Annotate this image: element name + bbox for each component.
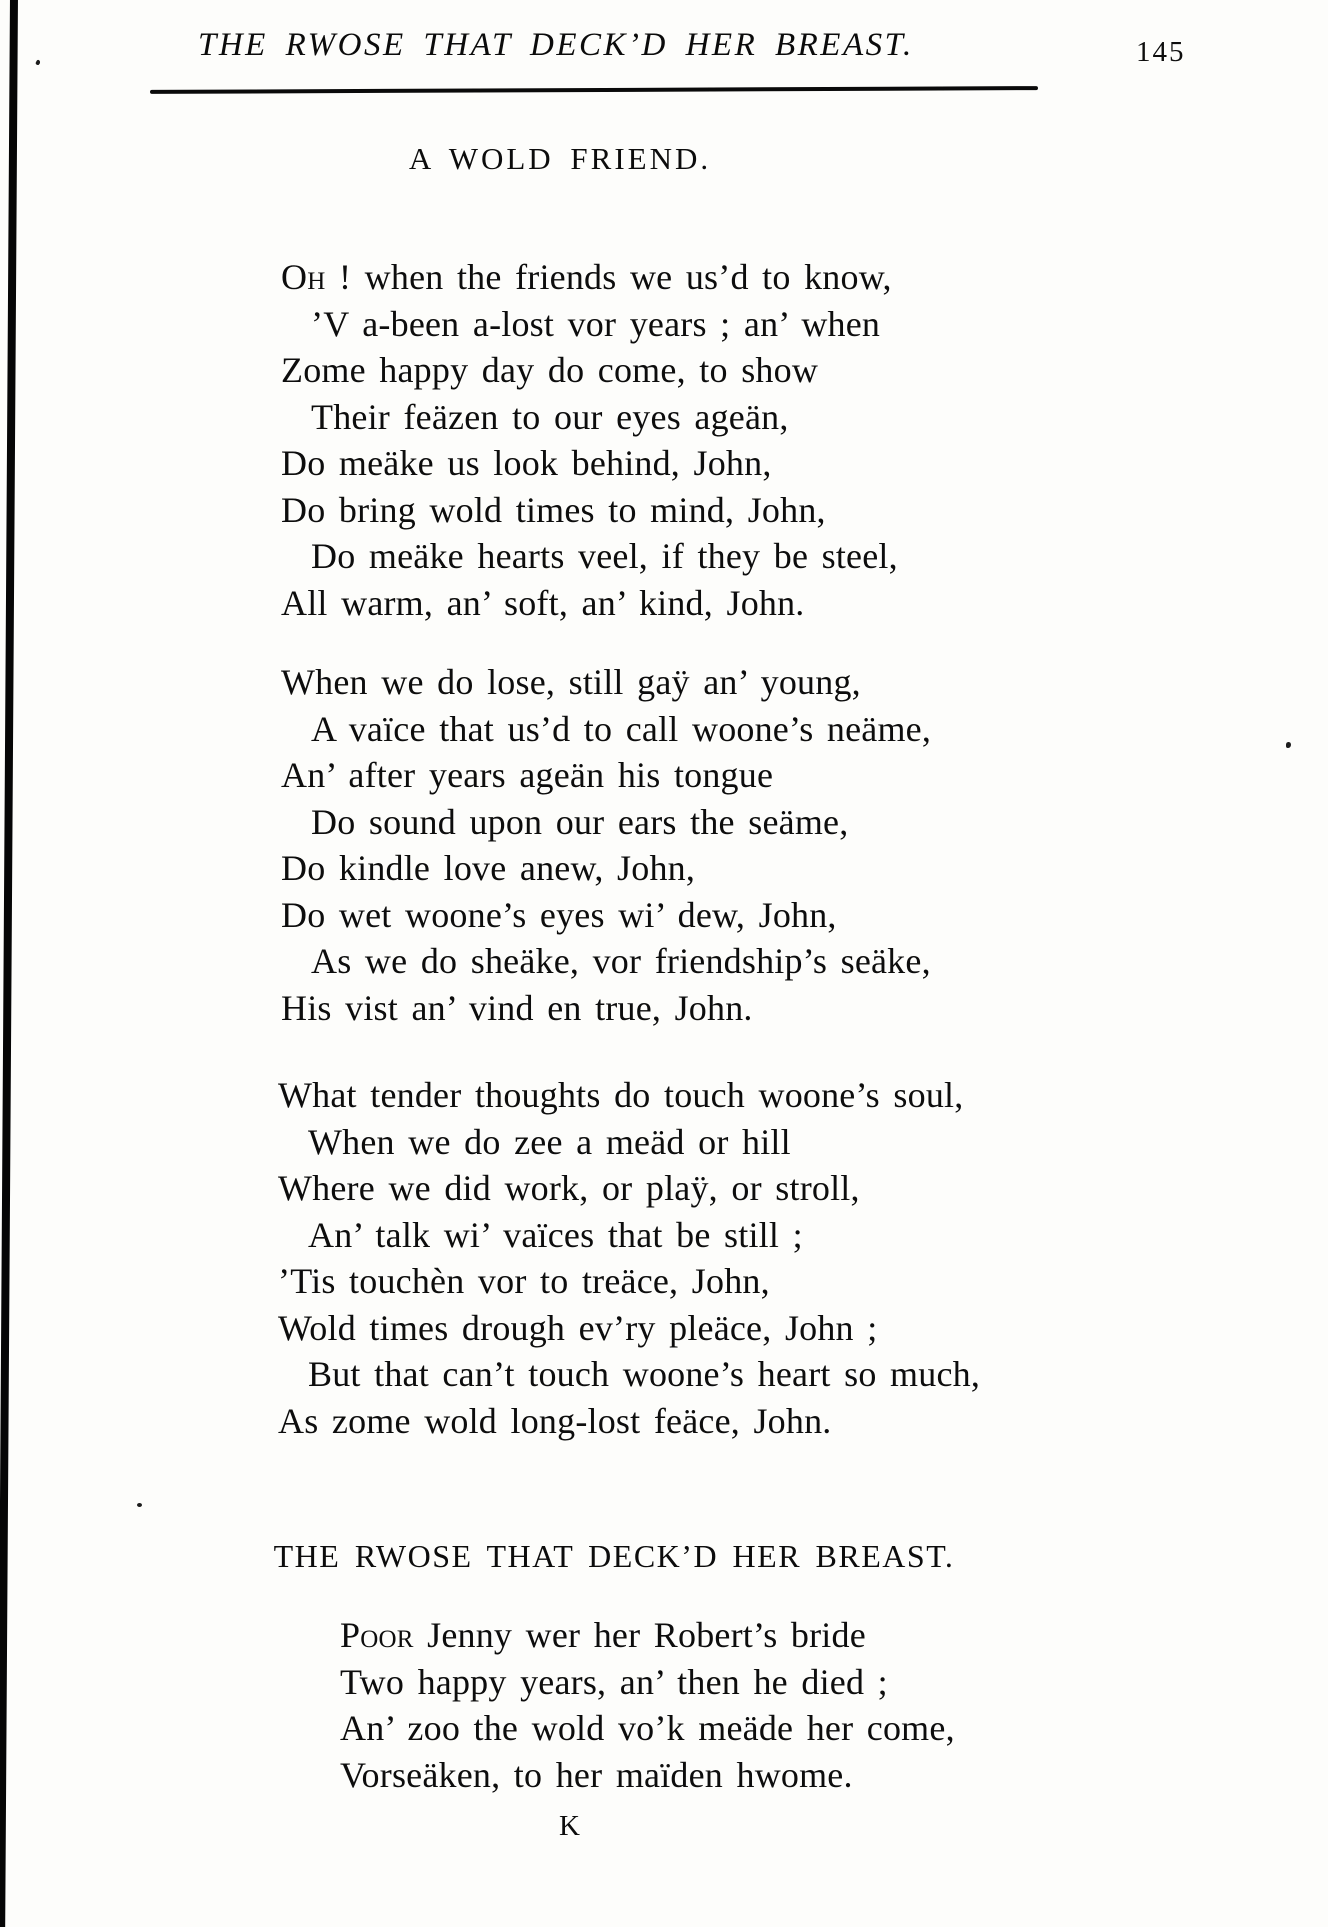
poem-line: An’ zoo the wold vo’k meäde her come, — [340, 1708, 955, 1748]
poem-line: What tender thoughts do touch woone’s soul, — [278, 1075, 964, 1115]
poem-line: Do wet woone’s eyes wi’ dew, John, — [281, 894, 837, 935]
poem-line: Do meäke us look behind, John, — [281, 443, 772, 483]
poem-title-a-wold-friend: A WOLD FRIEND. — [408, 141, 712, 176]
poem-line: ’Tis touchèn vor to treäce, John, — [278, 1261, 770, 1301]
poem-line: Where we did work, or plaÿ, or stroll, — [278, 1168, 860, 1208]
poem-line: When we do zee a meäd or hill — [308, 1121, 791, 1162]
poem-line: But that can’t touch woone’s heart so much, — [308, 1354, 981, 1394]
poem-line: Zome happy day do come, to show — [281, 350, 819, 390]
stanza-2 — [281, 659, 931, 1031]
running-title: THE RWOSE THAT DECK’D HER BREAST. — [198, 27, 914, 63]
poem-line: Wold times drough ev’ry pleäce, John ; — [278, 1307, 878, 1348]
signature-mark: K — [559, 1810, 581, 1842]
ink-speck — [35, 59, 41, 65]
poem-line: ’V a-been a-lost vor years ; an’ when — [311, 303, 881, 344]
scan-gutter-shadow — [0, 0, 18, 1927]
poem-line: All warm, an’ soft, an’ kind, John. — [281, 582, 805, 623]
smallcaps-lead: Oh — [281, 257, 326, 297]
poem-line: Vorseäken, to her maïden hwome. — [340, 1754, 853, 1795]
poem-line: An’ talk wi’ vaïces that be still ; — [308, 1214, 803, 1255]
poem-line: Do meäke hearts veel, if they be steel, — [311, 536, 898, 576]
poem-line: Do sound upon our ears the seäme, — [311, 801, 849, 842]
poem-line: A vaïce that us’d to call woone’s neäme, — [311, 708, 932, 749]
poem-line: Do kindle love anew, John, — [281, 848, 696, 888]
ink-speck — [137, 1503, 142, 1507]
page-number: 145 — [1136, 36, 1186, 68]
ink-speck — [1286, 742, 1291, 748]
header-rule — [150, 86, 1038, 94]
poem-line: Their feäzen to our eyes ageän, — [311, 396, 789, 437]
poem-line: As zome wold long-lost feäce, John. — [278, 1400, 832, 1441]
smallcaps-lead: Poor — [340, 1615, 414, 1655]
line-text: Jenny wer her Robert’s bride — [413, 1615, 866, 1655]
stanza-4 — [340, 1612, 955, 1798]
stanza-1 — [281, 254, 898, 626]
poem-line: When we do lose, still gaÿ an’ young, — [281, 662, 861, 702]
stanza-3 — [278, 1072, 980, 1444]
poem-line — [281, 254, 898, 301]
poem-line — [340, 1612, 955, 1659]
line-text: ! when the friends we us’d to know, — [325, 257, 892, 297]
poem-line: An’ after years ageän his tongue — [281, 755, 774, 795]
poem-line: Do bring wold times to mind, John, — [281, 489, 826, 530]
poem-title-the-rwose-that-deckd-her-breast: THE RWOSE THAT DECK’D HER BREAST. — [273, 1538, 955, 1574]
poem-line: As we do sheäke, vor friendship’s seäke, — [311, 941, 931, 981]
poem-line: His vist an’ vind en true, John. — [281, 987, 753, 1028]
poem-line: Two happy years, an’ then he died ; — [340, 1661, 888, 1702]
